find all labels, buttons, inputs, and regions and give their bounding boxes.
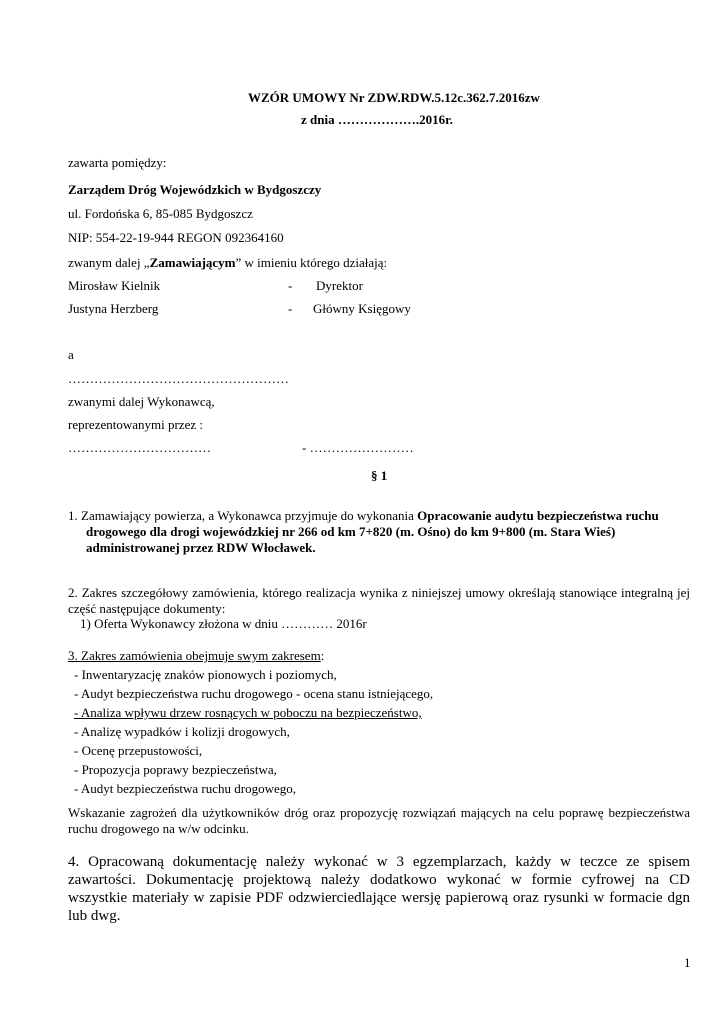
represented-by: reprezentowanymi przez : — [68, 417, 203, 432]
list-item: - Audyt bezpieczeństwa ruchu drogowego - ocena stanu istniejącego, — [74, 686, 434, 701]
contract-title: WZÓR UMOWY Nr ZDW.RDW.5.12c.362.7.2016zw — [248, 90, 540, 105]
rep1-dash: - — [288, 278, 293, 293]
rep1-name: Mirosław Kielnik — [68, 278, 161, 293]
list-item: - Analizę wypadków i kolizji drogowych, — [74, 724, 290, 739]
orderer-called-suffix: ” w imieniu którego działają: — [235, 255, 388, 270]
list-item: - Propozycja poprawy bezpieczeństwa, — [74, 762, 277, 777]
rep2-role: Główny Księgowy — [313, 301, 411, 316]
p3-colon: : — [320, 648, 325, 663]
list-item: - Ocenę przepustowości, — [74, 743, 203, 758]
page-number: 1 — [684, 955, 691, 970]
p1-bold-line1: Opracowanie audytu bezpieczeństwa ruchu — [417, 508, 659, 523]
orderer-called — [68, 255, 387, 271]
orderer-address: ul. Fordońska 6, 85-085 Bydgoszcz — [68, 206, 253, 221]
list-item: - Audyt bezpieczeństwa ruchu drogowego, — [74, 781, 297, 796]
p3-note: Wskazanie zagrożeń dla użytkowników dróg oraz propozycję rozwiązań mających na celu poprawę bezpieczeństwa ruchu drogowego na w/w odcinku. — [68, 805, 690, 836]
rep-blank-left: …………………………… — [68, 440, 211, 455]
orderer-called-bold: Zamawiającym — [149, 255, 236, 270]
p1-prefix: 1. Zamawiający powierza, a Wykonawca przyjmuje do wykonania — [68, 508, 418, 523]
list-item: - Inwentaryzację znaków pionowych i poziomych, — [74, 667, 337, 682]
p3-heading: 3. Zakres zamówienia obejmuje swym zakresem — [68, 648, 321, 663]
contractor-called: zwanymi dalej Wykonawcą, — [68, 394, 215, 409]
section-mark: § 1 — [371, 468, 388, 483]
rep-blank-right: - …………………… — [302, 440, 414, 455]
p1-bold-line2: drogowego dla drogi wojewódzkiej nr 266 od km 7+820 (m. Ośno) do km 9+800 (m. Stara Wieś) — [86, 524, 616, 539]
p1-bold-line3: administrowanej przez RDW Włocławek. — [86, 540, 316, 555]
parties-intro: zawarta pomiędzy: — [68, 155, 167, 170]
orderer-ids: NIP: 554-22-19-944 REGON 092364160 — [68, 230, 284, 245]
contractor-blank: …………………………………………… — [68, 371, 289, 386]
p1-line1 — [68, 508, 659, 524]
rep1-role: Dyrektor — [316, 278, 363, 293]
p2-text: 2. Zakres szczegółowy zamówienia, którego realizacja wynika z niniejszej umowy określają stanowiące integralną jej część następujące dokumenty: — [68, 585, 690, 616]
and-label: a — [68, 347, 74, 362]
contract-date: z dnia ……………….2016r. — [301, 112, 453, 127]
list-item: - Analiza wpływu drzew rosnących w poboczu na bezpieczeństwo, — [74, 705, 422, 720]
p4-text: 4. Opracowaną dokumentację należy wykonać w 3 egzemplarzach, każdy w teczce ze spisem zawartości. Dokumentację projektową należy dodatkowo wykonać w formie cyfrowej na CD wszystkie materiały w zapisie PDF odzwierciedlające wersję papierową oraz rysunki w formacie dgn lub dwg. — [68, 854, 690, 924]
p2-item: 1) Oferta Wykonawcy złożona w dniu ………… 2016r — [80, 616, 367, 631]
rep2-name: Justyna Herzberg — [68, 301, 159, 316]
orderer-name: Zarządem Dróg Wojewódzkich w Bydgoszczy — [68, 182, 322, 197]
orderer-called-prefix: zwanym dalej „ — [68, 255, 150, 270]
p3-heading-line — [68, 648, 324, 664]
rep2-dash: - — [288, 301, 293, 316]
